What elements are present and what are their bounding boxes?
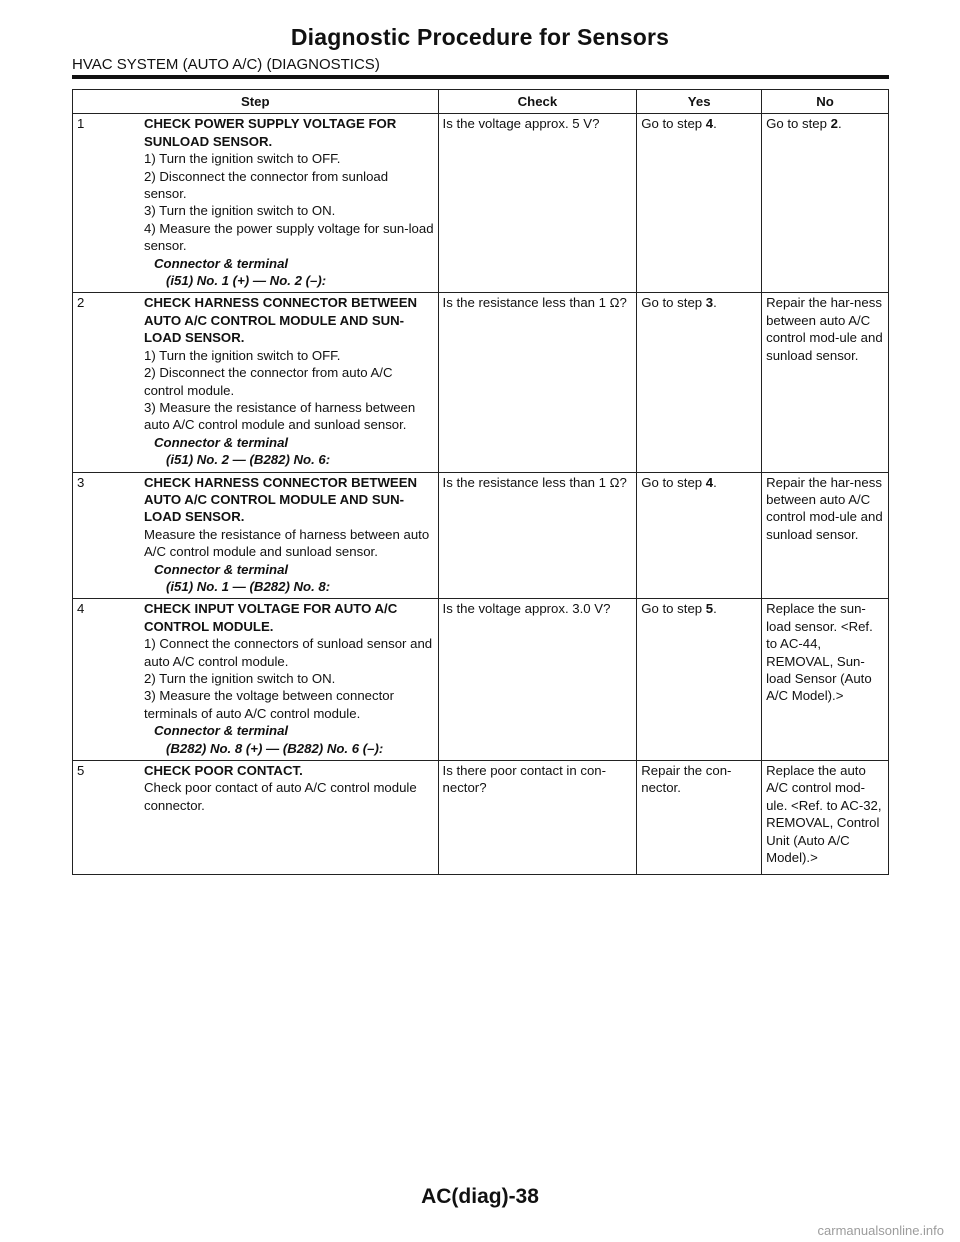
yes-step-ref: 3 xyxy=(705,295,714,311)
connector-terminal-value: (B282) No. 8 (+) — (B282) No. 6 (–): xyxy=(166,740,384,756)
step-instruction: 1) Turn the ignition switch to OFF. xyxy=(144,347,341,363)
yes-step-ref: 5 xyxy=(705,601,714,617)
check-cell: Is the resistance less than 1 Ω? xyxy=(438,293,637,472)
yes-text-end: . xyxy=(713,116,717,132)
yes-text-end: . xyxy=(713,474,717,490)
no-text: Replace the auto A/C control mod-ule. <Ref. to AC-32, REMOVAL, Control Unit (Auto A/C Model).> xyxy=(766,763,882,866)
table-row xyxy=(73,599,889,761)
step-cell xyxy=(73,761,439,875)
step-heading: CHECK HARNESS CONNECTOR BETWEEN AUTO A/C CONTROL MODULE AND SUN-LOAD SENSOR. xyxy=(144,474,418,525)
yes-text-end: . xyxy=(713,601,717,617)
yes-cell xyxy=(637,761,762,875)
connector-terminal-label: Connector & terminal xyxy=(154,434,289,450)
step-heading: CHECK HARNESS CONNECTOR BETWEEN AUTO A/C CONTROL MODULE AND SUN-LOAD SENSOR. xyxy=(144,295,418,346)
yes-step-ref: 4 xyxy=(705,116,714,132)
no-text: Repair the har-ness between auto A/C control mod-ule and sunload sensor. xyxy=(766,474,883,542)
no-text: Repair the har-ness between auto A/C control mod-ule and sunload sensor. xyxy=(766,295,883,363)
step-cell xyxy=(73,599,439,761)
table-row xyxy=(73,761,889,875)
no-text: Go to step xyxy=(766,116,831,132)
yes-cell xyxy=(637,114,762,293)
step-number: 3 xyxy=(77,474,85,490)
step-instruction: 1) Connect the connectors of sunload sensor and auto A/C control module. xyxy=(144,636,433,669)
step-instruction: 1) Turn the ignition switch to OFF. xyxy=(144,151,341,167)
step-cell xyxy=(73,472,439,599)
check-cell: Is there poor contact in con-nector? xyxy=(438,761,637,875)
step-number: 2 xyxy=(77,295,85,311)
no-step-ref: 2 xyxy=(830,116,838,132)
connector-terminal-value: (i51) No. 2 — (B282) No. 6: xyxy=(166,452,331,468)
column-header-step: Step xyxy=(73,90,439,114)
check-cell: Is the voltage approx. 3.0 V? xyxy=(438,599,637,761)
step-instruction: 2) Disconnect the connector from sunload sensor. xyxy=(144,168,389,202)
no-text: Replace the sun-load sensor. <Ref. to AC-44, REMOVAL, Sun-load Sensor (Auto A/C Model).> xyxy=(766,601,873,704)
step-instruction: 3) Measure the resistance of harness between auto A/C control module and sunload sensor. xyxy=(144,399,416,433)
connector-terminal-value: (i51) No. 1 — (B282) No. 8: xyxy=(166,578,331,594)
check-cell: Is the resistance less than 1 Ω? xyxy=(438,472,637,599)
column-header-no: No xyxy=(762,90,889,114)
step-heading: CHECK POOR CONTACT. xyxy=(144,763,303,779)
yes-text: Go to step xyxy=(641,601,706,617)
no-cell xyxy=(762,114,889,293)
table-row xyxy=(73,114,889,293)
table-row xyxy=(73,293,889,472)
page-number: AC(diag)-38 xyxy=(421,1185,539,1208)
step-number: 5 xyxy=(77,763,85,779)
step-instruction: 3) Turn the ignition switch to ON. xyxy=(144,203,336,219)
step-instruction: 3) Measure the voltage between connector terminals of auto A/C control module. xyxy=(144,688,394,721)
no-cell xyxy=(762,293,889,472)
header-rule xyxy=(72,75,889,79)
step-instruction: 4) Measure the power supply voltage for sun-load sensor. xyxy=(144,220,434,254)
connector-terminal-label: Connector & terminal xyxy=(154,723,289,739)
section-subtitle: HVAC SYSTEM (AUTO A/C) (DIAGNOSTICS) xyxy=(72,56,380,73)
no-cell xyxy=(762,761,889,875)
connector-terminal-value: (i51) No. 1 (+) — No. 2 (–): xyxy=(166,273,327,289)
yes-cell xyxy=(637,472,762,599)
no-cell xyxy=(762,472,889,599)
step-number: 1 xyxy=(77,116,85,132)
step-number: 4 xyxy=(77,601,85,617)
yes-text: Go to step xyxy=(641,295,706,311)
step-heading: CHECK INPUT VOLTAGE FOR AUTO A/C CONTROL MODULE. xyxy=(144,601,398,634)
yes-cell xyxy=(637,599,762,761)
step-cell xyxy=(73,293,439,472)
check-cell: Is the voltage approx. 5 V? xyxy=(438,114,637,293)
no-cell xyxy=(762,599,889,761)
connector-terminal-label: Connector & terminal xyxy=(154,255,289,271)
step-instruction: 2) Disconnect the connector from auto A/C control module. xyxy=(144,365,393,398)
yes-step-ref: 4 xyxy=(705,474,714,490)
step-instruction: Check poor contact of auto A/C control module connector. xyxy=(144,780,417,813)
step-instruction: Measure the resistance of harness between auto A/C control module and sunload sensor. xyxy=(144,526,430,560)
column-header-check: Check xyxy=(438,90,637,114)
yes-text: Go to step xyxy=(641,116,706,132)
table-header-row xyxy=(73,90,889,114)
yes-text: Go to step xyxy=(641,474,706,490)
yes-text-end: . xyxy=(713,295,717,311)
page-title: Diagnostic Procedure for Sensors xyxy=(290,24,670,50)
step-heading: CHECK POWER SUPPLY VOLTAGE FOR SUNLOAD SENSOR. xyxy=(144,116,397,149)
site-watermark: carmanualsonline.info xyxy=(817,1223,944,1238)
column-header-yes: Yes xyxy=(637,90,762,114)
diagnostic-procedure-table xyxy=(72,89,889,875)
yes-cell xyxy=(637,293,762,472)
step-instruction: 2) Turn the ignition switch to ON. xyxy=(144,671,336,686)
no-text-end: . xyxy=(837,116,842,132)
yes-text: Repair the con-nector. xyxy=(641,763,732,796)
connector-terminal-label: Connector & terminal xyxy=(154,561,289,577)
step-cell xyxy=(73,114,439,293)
table-row xyxy=(73,472,889,599)
